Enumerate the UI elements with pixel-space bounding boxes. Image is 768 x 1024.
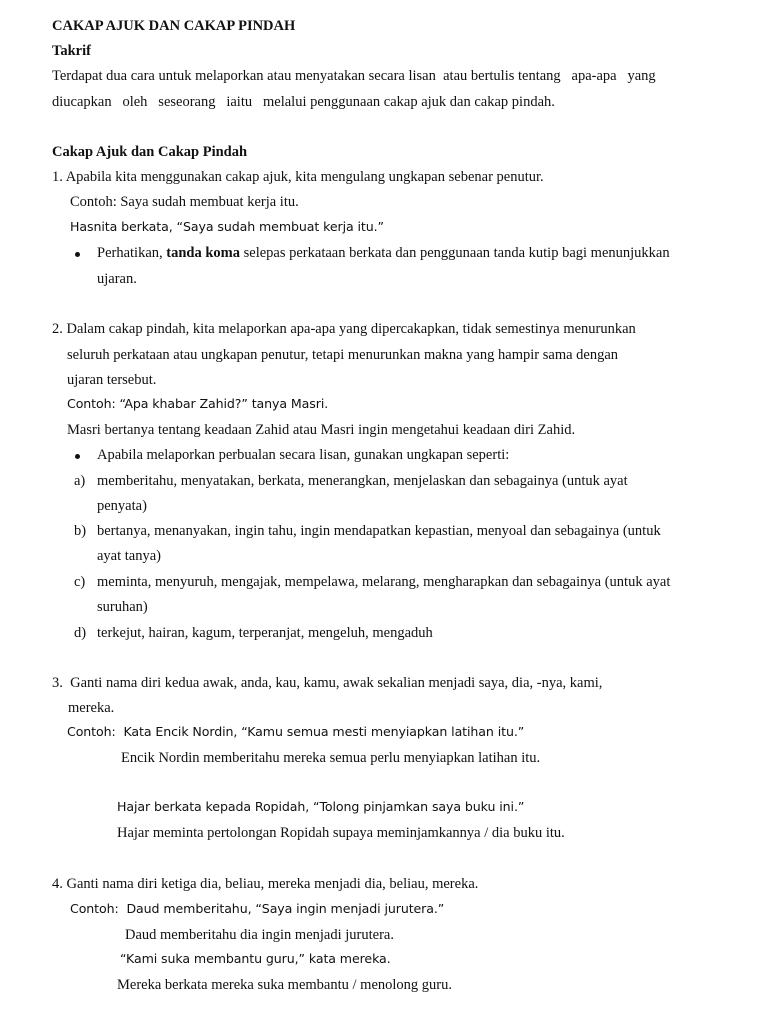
point-3-contoh: Contoh: Kata Encik Nordin, “Kamu semua mesti menyiapkan latihan itu.” [67,724,525,739]
point-1-note-line: ujaran. [97,271,137,287]
note-text: selepas perkataan berkata dan penggunaan tanda kutip bagi menunjukkan [240,245,670,261]
bullet-icon [75,454,80,459]
document-title: CAKAP AJUK DAN CAKAP PINDAH [52,18,296,34]
point-1-example: Hasnita berkata, “Saya sudah membuat kerja itu.” [70,219,384,234]
point-4-example: “Kami suka membantu guru,” kata mereka. [120,951,391,966]
point-3-text: 3. Ganti nama diri kedua awak, anda, kau, kamu, awak sekalian menjadi saya, dia, -nya, kami, [52,675,603,691]
point-2-example: Masri bertanya tentang keadaan Zahid atau Masri ingin mengetahui keadaan diri Zahid. [67,422,576,438]
takrif-heading: Takrif [52,43,91,59]
list-item-text: ayat tanya) [97,548,162,564]
list-item-text: terkejut, hairan, kagum, terperanjat, mengeluh, mengaduh [97,625,433,641]
list-item-label: c) [74,574,86,590]
point-4-text: 4. Ganti nama diri ketiga dia, beliau, mereka menjadi dia, beliau, mereka. [52,876,479,892]
list-item-text: penyata) [97,498,147,514]
bullet-icon [75,252,80,257]
point-2-bullet: Apabila melaporkan perbualan secara lisan, gunakan ungkapan seperti: [97,447,510,463]
point-4-example: Daud memberitahu dia ingin menjadi jurutera. [125,927,394,943]
list-item-label: d) [74,625,87,641]
takrif-text-line: diucapkan oleh seseorang iaitu melalui penggunaan cakap ajuk dan cakap pindah. [52,94,555,110]
note-text: Perhatikan, [97,245,167,261]
point-3-example: Hajar berkata kepada Ropidah, “Tolong pinjamkan saya buku ini.” [117,799,525,814]
point-2-text: ujaran tersebut. [67,372,157,388]
point-4-example: Mereka berkata mereka suka membantu / menolong guru. [117,977,452,993]
list-item-text: meminta, menyuruh, mengajak, mempelawa, melarang, mengharapkan dan sebagainya (untuk ayat [97,574,671,590]
point-1-note [97,246,670,261]
point-4-contoh: Contoh: Daud memberitahu, “Saya ingin menjadi jurutera.” [70,901,445,916]
point-2-text: seluruh perkataan atau ungkapan penutur, tetapi menurunkan makna yang hampir sama dengan [67,347,619,363]
note-bold-text: tanda koma [166,245,240,261]
point-3-example: Encik Nordin memberitahu mereka semua perlu menyiapkan latihan itu. [121,750,541,766]
list-item-text: bertanya, menanyakan, ingin tahu, ingin mendapatkan kepastian, menyoal dan sebagainya (untuk [97,523,661,539]
point-2-contoh: Contoh: “Apa khabar Zahid?” tanya Masri. [67,396,329,411]
takrif-text-line: Terdapat dua cara untuk melaporkan atau menyatakan secara lisan atau bertulis tentang apa-apa yang [52,68,656,84]
point-1-text: 1. Apabila kita menggunakan cakap ajuk, kita mengulang ungkapan sebenar penutur. [52,169,544,185]
section-heading: Cakap Ajuk dan Cakap Pindah [52,144,248,160]
list-item-text: memberitahu, menyatakan, berkata, menerangkan, menjelaskan dan sebagainya (untuk ayat [97,473,628,489]
list-item-label: b) [74,523,87,539]
point-2-text: 2. Dalam cakap pindah, kita melaporkan apa-apa yang dipercakapkan, tidak semestinya menurunkan [52,321,636,337]
list-item-label: a) [74,473,86,489]
list-item-text: suruhan) [97,599,148,615]
point-3-text: mereka. [68,700,115,716]
point-3-example: Hajar meminta pertolongan Ropidah supaya meminjamkannya / dia buku itu. [117,825,565,841]
point-1-contoh: Contoh: Saya sudah membuat kerja itu. [70,194,299,210]
